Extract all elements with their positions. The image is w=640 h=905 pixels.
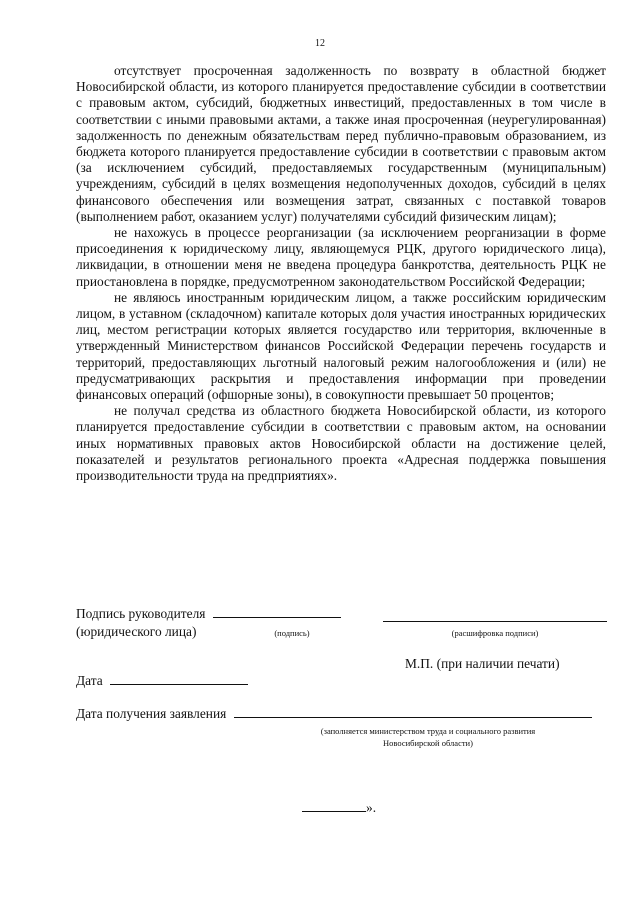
signature-decode-line	[383, 606, 607, 622]
receipt-caption-line1: (заполняется министерством труда и социального развития	[320, 726, 536, 736]
signature-label: Подпись руководителя	[76, 606, 206, 621]
closing-row	[302, 800, 376, 816]
page-number: 12	[315, 38, 325, 49]
paragraph-foreign-entity: не являюсь иностранным юридическим лицом, а также российским юридическим лицом, в уставном (складочном) капитале которых доля участия иностранных юридических лиц, местом регистрации которых является государство или территория, включенные в утвержденный Министерством финансов Российской Федерации перечень государств и территорий, предоставляющих льготный налоговый режим налогообложения и (или) не предусматривающих раскрытия и предоставления информации при проведении финансовых операций (офшорные зоны), в совокупности превышает 50 процентов;	[76, 289, 606, 403]
signature-line	[213, 617, 341, 618]
receipt-caption-line2: Новосибирской области)	[383, 738, 473, 748]
signature-decode-caption: (расшифровка подписи)	[451, 628, 539, 638]
signature-label-second: (юридического лица)	[76, 624, 197, 639]
signature-row	[76, 606, 341, 622]
paragraph-debt: отсутствует просроченная задолженность по возврату в областной бюджет Новосибирской области, из которого планируется предоставление субсидии в соответствии с правовым актом, субсидий, бюджетных инвестиций, предоставленных в том числе в соответствии с иными правовыми актами, а также иная просроченная (неурегулированная) задолженность по денежным обязательствам перед публично-правовым образованием, из бюджета которого планируется предоставление субсидии в соответствии с правовым актом (за исключением субсидий, предоставляемых государственным (муниципальным) учреждениям, субсидий в целях возмещения недополученных доходов, субсидий в целях финансового обеспечения или возмещения затрат, связанных с поставкой товаров (выполнением работ, оказанием услуг) получателями субсидий физическим лицам);	[76, 63, 606, 224]
document-body	[76, 63, 606, 484]
receipt-line	[234, 717, 592, 718]
receipt-label: Дата получения заявления	[76, 706, 227, 721]
closing-mark: ».	[366, 800, 377, 815]
stamp-note: М.П. (при наличии печати)	[405, 656, 560, 671]
closing-line	[302, 811, 366, 812]
date-label: Дата	[76, 673, 103, 688]
date-row	[76, 673, 248, 689]
paragraph-reorganization: не нахожусь в процессе реорганизации (за исключением реорганизации в форме присоединения к юридическому лицу, являющемуся РЦК, другого юридического лица), ликвидации, в отношении меня не введена процедура банкротства, деятельность РЦК не приостановлена в порядке, предусмотренном законодательством Российской Федерации;	[76, 225, 606, 289]
receipt-caption	[250, 725, 606, 749]
paragraph-budget-funds: не получал средства из областного бюджета Новосибирской области, из которого планируется предоставление субсидии в соответствии с правовым актом, на основании иных нормативных правовых актов Новосибирской области на достижение целей, показателей и результатов регионального проекта «Адресная поддержка повышения производительности труда на предприятиях».	[76, 403, 606, 484]
receipt-row	[76, 706, 592, 722]
signature-caption: (подпись)	[274, 628, 310, 638]
date-line	[110, 684, 248, 685]
